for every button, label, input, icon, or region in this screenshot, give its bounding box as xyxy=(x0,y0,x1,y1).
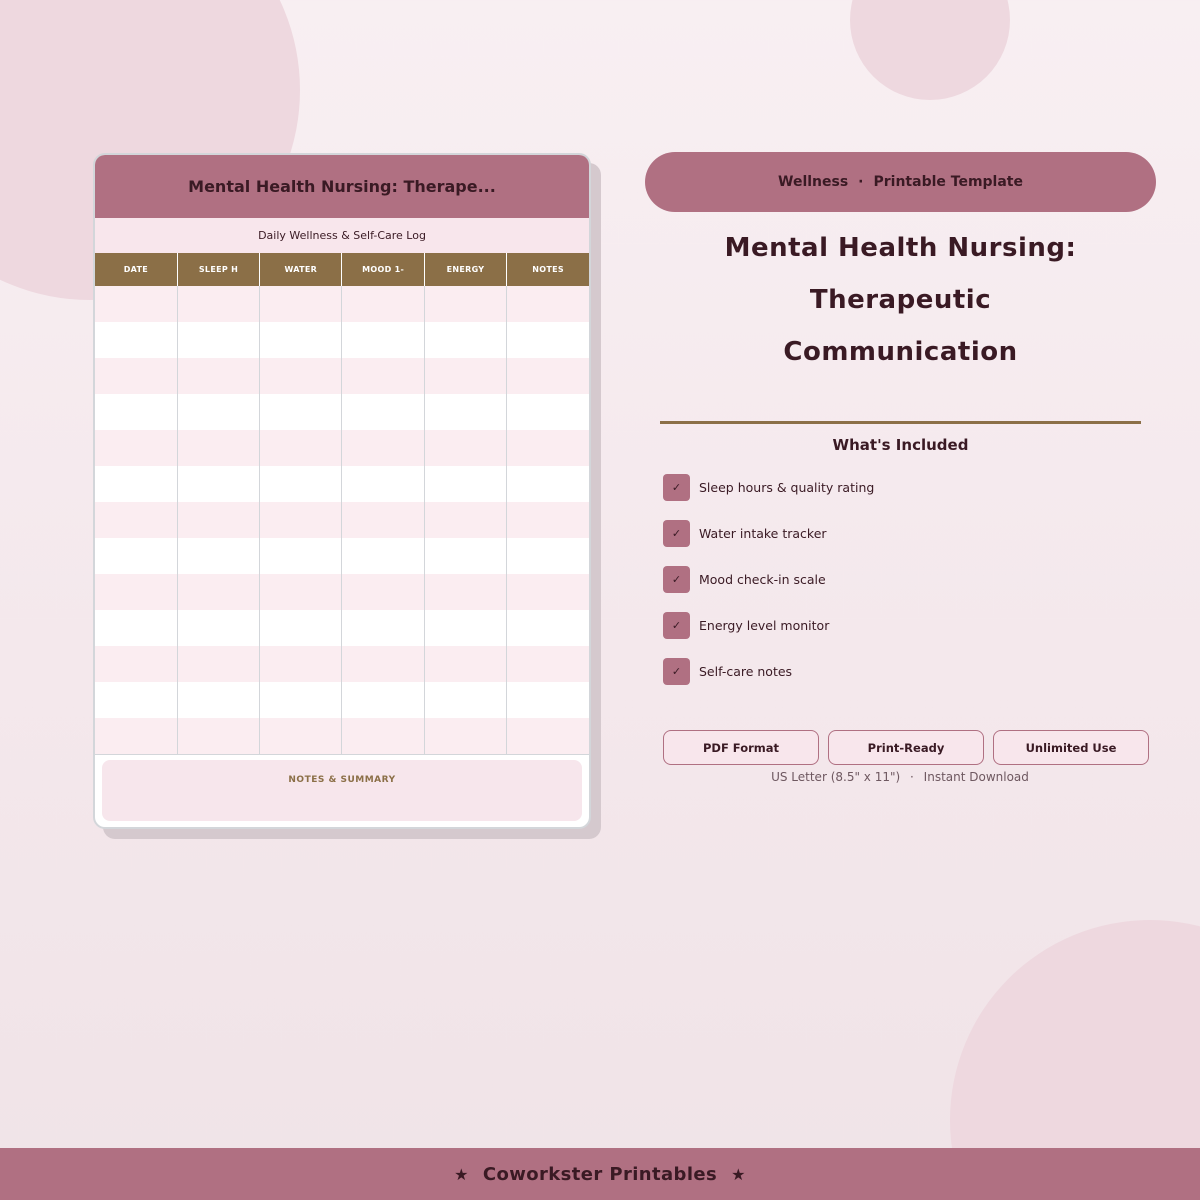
table-cell xyxy=(424,574,506,610)
notes-summary-label: NOTES & SUMMARY xyxy=(288,774,396,785)
checkmark-icon: ✓ xyxy=(663,658,690,685)
table-cell xyxy=(424,430,506,466)
table-cell xyxy=(177,574,259,610)
included-item-label: Self-care notes xyxy=(699,664,793,679)
list-item xyxy=(663,520,874,547)
table-cell xyxy=(507,610,589,646)
table-cell xyxy=(507,322,589,358)
table-cell xyxy=(95,574,177,610)
table-cell xyxy=(342,574,424,610)
table-cell xyxy=(507,718,589,754)
table-cell xyxy=(424,502,506,538)
brand-name: Coworkster Printables xyxy=(482,1163,718,1185)
title-line-3: Communication xyxy=(783,337,1018,367)
table-row xyxy=(95,322,589,358)
included-item-label: Mood check-in scale xyxy=(699,572,826,587)
table-cell xyxy=(95,646,177,682)
table-cell xyxy=(260,610,342,646)
included-item-label: Sleep hours & quality rating xyxy=(699,480,875,495)
list-item xyxy=(663,612,874,639)
brand-footer xyxy=(0,1148,1200,1200)
table-row xyxy=(95,538,589,574)
table-cell xyxy=(424,646,506,682)
table-cell xyxy=(260,322,342,358)
wellness-log-table xyxy=(95,253,589,755)
checkmark-icon: ✓ xyxy=(663,520,690,547)
table-row xyxy=(95,466,589,502)
table-row xyxy=(95,682,589,718)
table-row xyxy=(95,286,589,322)
table-row xyxy=(95,430,589,466)
table-cell xyxy=(424,358,506,394)
table-cell xyxy=(507,286,589,322)
table-cell xyxy=(95,718,177,754)
badge-print-ready: Print-Ready xyxy=(828,730,984,765)
table-row xyxy=(95,394,589,430)
table-cell xyxy=(342,646,424,682)
table-cell xyxy=(424,610,506,646)
table-cell xyxy=(260,358,342,394)
table-cell xyxy=(424,322,506,358)
separator-dot: · xyxy=(910,770,914,784)
table-cell xyxy=(342,286,424,322)
table-cell xyxy=(342,322,424,358)
column-header-mood: MOOD 1- xyxy=(342,253,424,286)
title-line-2: Therapeutic xyxy=(809,285,992,315)
type-label: Printable Template xyxy=(873,174,1023,190)
preview-subtitle: Daily Wellness & Self-Care Log xyxy=(95,218,589,253)
column-header-sleep: SLEEP H xyxy=(177,253,259,286)
list-item xyxy=(663,474,874,501)
table-cell xyxy=(177,502,259,538)
template-preview-card xyxy=(93,153,591,829)
table-header-row xyxy=(95,253,589,286)
table-row xyxy=(95,502,589,538)
table-cell xyxy=(507,574,589,610)
column-header-water: WATER xyxy=(260,253,342,286)
delivery-note: Instant Download xyxy=(923,770,1029,784)
column-header-date: DATE xyxy=(95,253,177,286)
paper-size: US Letter (8.5" x 11") xyxy=(771,770,901,784)
badge-pdf-format: PDF Format xyxy=(663,730,819,765)
table-cell xyxy=(424,538,506,574)
table-cell xyxy=(260,538,342,574)
table-cell xyxy=(342,430,424,466)
table-cell xyxy=(507,646,589,682)
product-title xyxy=(645,222,1156,378)
table-cell xyxy=(342,394,424,430)
table-cell xyxy=(507,502,589,538)
list-item xyxy=(663,658,874,685)
table-cell xyxy=(95,538,177,574)
table-cell xyxy=(342,538,424,574)
table-cell xyxy=(342,610,424,646)
included-item-label: Water intake tracker xyxy=(699,526,827,541)
table-cell xyxy=(95,394,177,430)
table-cell xyxy=(507,430,589,466)
table-cell xyxy=(507,682,589,718)
table-cell xyxy=(260,646,342,682)
checkmark-icon: ✓ xyxy=(663,474,690,501)
table-cell xyxy=(424,718,506,754)
table-cell xyxy=(342,502,424,538)
table-cell xyxy=(260,466,342,502)
title-line-1: Mental Health Nursing: xyxy=(724,233,1077,263)
table-row xyxy=(95,718,589,754)
table-cell xyxy=(260,718,342,754)
star-icon: ★ xyxy=(454,1164,469,1184)
table-cell xyxy=(342,718,424,754)
preview-title: Mental Health Nursing: Therape... xyxy=(95,155,589,218)
table-cell xyxy=(177,466,259,502)
table-cell xyxy=(507,358,589,394)
table-cell xyxy=(95,502,177,538)
table-cell xyxy=(177,610,259,646)
column-header-notes: NOTES xyxy=(507,253,589,286)
checkmark-icon: ✓ xyxy=(663,566,690,593)
table-row xyxy=(95,574,589,610)
table-cell xyxy=(260,502,342,538)
table-cell xyxy=(177,646,259,682)
table-body xyxy=(95,286,589,754)
table-cell xyxy=(342,358,424,394)
table-cell xyxy=(260,394,342,430)
category-label: Wellness xyxy=(778,174,849,190)
feature-badges xyxy=(663,730,1149,765)
star-icon: ★ xyxy=(731,1164,746,1184)
whats-included-heading: What's Included xyxy=(832,436,969,454)
table-cell xyxy=(424,466,506,502)
badge-unlimited-use: Unlimited Use xyxy=(993,730,1149,765)
table-cell xyxy=(342,682,424,718)
table-cell xyxy=(95,610,177,646)
table-cell xyxy=(424,394,506,430)
table-row xyxy=(95,610,589,646)
format-note xyxy=(645,770,1155,784)
section-divider xyxy=(660,421,1141,424)
table-cell xyxy=(95,682,177,718)
table-cell xyxy=(260,574,342,610)
table-cell xyxy=(177,286,259,322)
table-row xyxy=(95,358,589,394)
table-cell xyxy=(507,538,589,574)
table-row xyxy=(95,646,589,682)
checkmark-icon: ✓ xyxy=(663,612,690,639)
table-cell xyxy=(424,682,506,718)
table-cell xyxy=(95,322,177,358)
table-cell xyxy=(177,394,259,430)
table-cell xyxy=(95,430,177,466)
table-cell xyxy=(260,430,342,466)
table-cell xyxy=(177,538,259,574)
table-cell xyxy=(177,430,259,466)
separator-dot: · xyxy=(858,174,864,190)
table-cell xyxy=(342,466,424,502)
table-cell xyxy=(177,358,259,394)
table-cell xyxy=(177,718,259,754)
list-item xyxy=(663,566,874,593)
notes-section xyxy=(95,755,589,821)
table-cell xyxy=(260,286,342,322)
notes-summary-box xyxy=(102,760,582,821)
column-header-energy: ENERGY xyxy=(424,253,506,286)
table-cell xyxy=(95,358,177,394)
included-item-label: Energy level monitor xyxy=(699,618,830,633)
table-cell xyxy=(177,682,259,718)
table-cell xyxy=(507,466,589,502)
table-cell xyxy=(260,682,342,718)
decorative-circle-top-right xyxy=(850,0,1010,100)
table-cell xyxy=(95,466,177,502)
included-checklist xyxy=(663,474,874,704)
table-cell xyxy=(507,394,589,430)
table-cell xyxy=(95,286,177,322)
category-pill xyxy=(645,152,1156,212)
table-cell xyxy=(424,286,506,322)
table-cell xyxy=(177,322,259,358)
